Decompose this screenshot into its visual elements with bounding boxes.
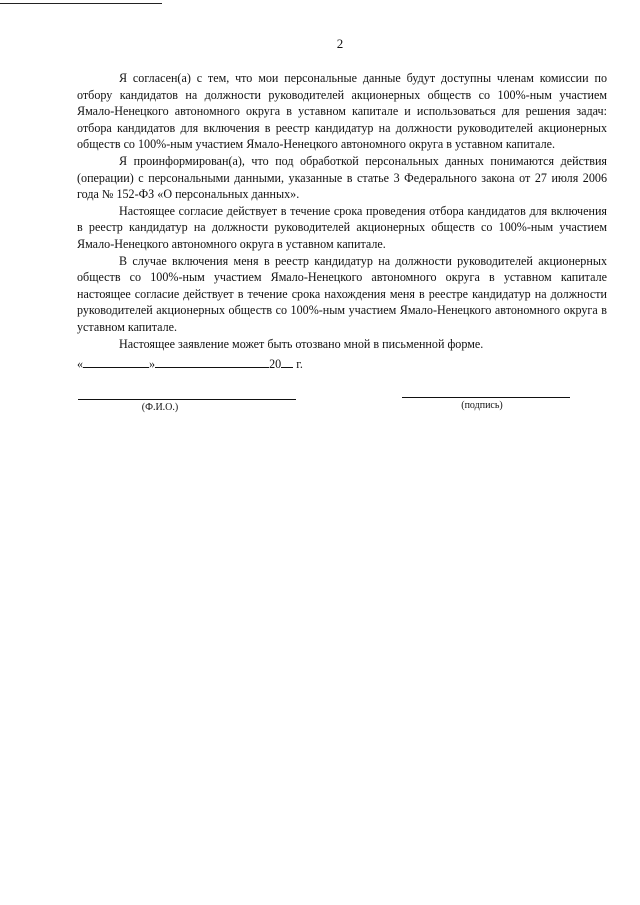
page-number: 2 xyxy=(336,36,344,51)
date-year-blank[interactable] xyxy=(281,356,293,368)
fio-line[interactable] xyxy=(78,399,296,400)
paragraph-informed: Я проинформирован(а), что под обработкой персональных данных понимаются действия (операции) с персональными данными, указанные в статье 3 Федерального закона от 27 июля 2006 года № 152-ФЗ «О персональных данных». xyxy=(77,153,607,202)
date-month-blank[interactable] xyxy=(155,356,269,368)
date-year-prefix: 20 xyxy=(269,357,282,371)
date-day-blank[interactable] xyxy=(83,356,149,368)
paragraph-consent-access: Я согласен(а) с тем, что мои персональные данные будут доступны членам комиссии по отбору кандидатов на должности руководителей акционерных обществ со 100%-ным участием Ямало-Ненецкого автономного округа в уставном капитале и использоваться для решения задач: отбора кандидатов для включения в реестр кандидатур на должности руководителей акционерных обществ со 100%-ным участием Ямало-Ненецкого автономного округа в уставном капитале. xyxy=(77,71,607,152)
paragraph-revocation: Настоящее заявление может быть отозвано мной в письменной форме. xyxy=(119,336,484,351)
document-body xyxy=(77,70,607,352)
paragraph-registry-validity: В случае включения меня в реестр кандидатур на должности руководителей акционерных обществ со 100%-ным участием Ямало-Ненецкого автономного округа в уставном капитале настоящее согласие действует в течение срока нахождения меня в реестре кандидатур на должности руководителей акционерных обществ со 100%-ным участием Ямало-Ненецкого автономного округа в уставном капитале. xyxy=(77,253,607,334)
date-year-suffix: г. xyxy=(296,357,303,371)
date-open-quote: « xyxy=(77,357,84,371)
paragraph-validity-period: Настоящее согласие действует в течение срока проведения отбора кандидатов для включения в реестр кандидатур на должности руководителей акционерных обществ со 100%-ным участием Ямало-Ненецкого автономного округа в уставном капитале. xyxy=(77,203,607,251)
signature-caption: (подпись) xyxy=(461,400,503,411)
date-close-quote: » xyxy=(149,357,156,371)
date-line xyxy=(77,356,303,372)
signature-line[interactable] xyxy=(402,397,570,398)
top-rule xyxy=(0,3,162,4)
fio-caption: (Ф.И.О.) xyxy=(141,402,179,413)
